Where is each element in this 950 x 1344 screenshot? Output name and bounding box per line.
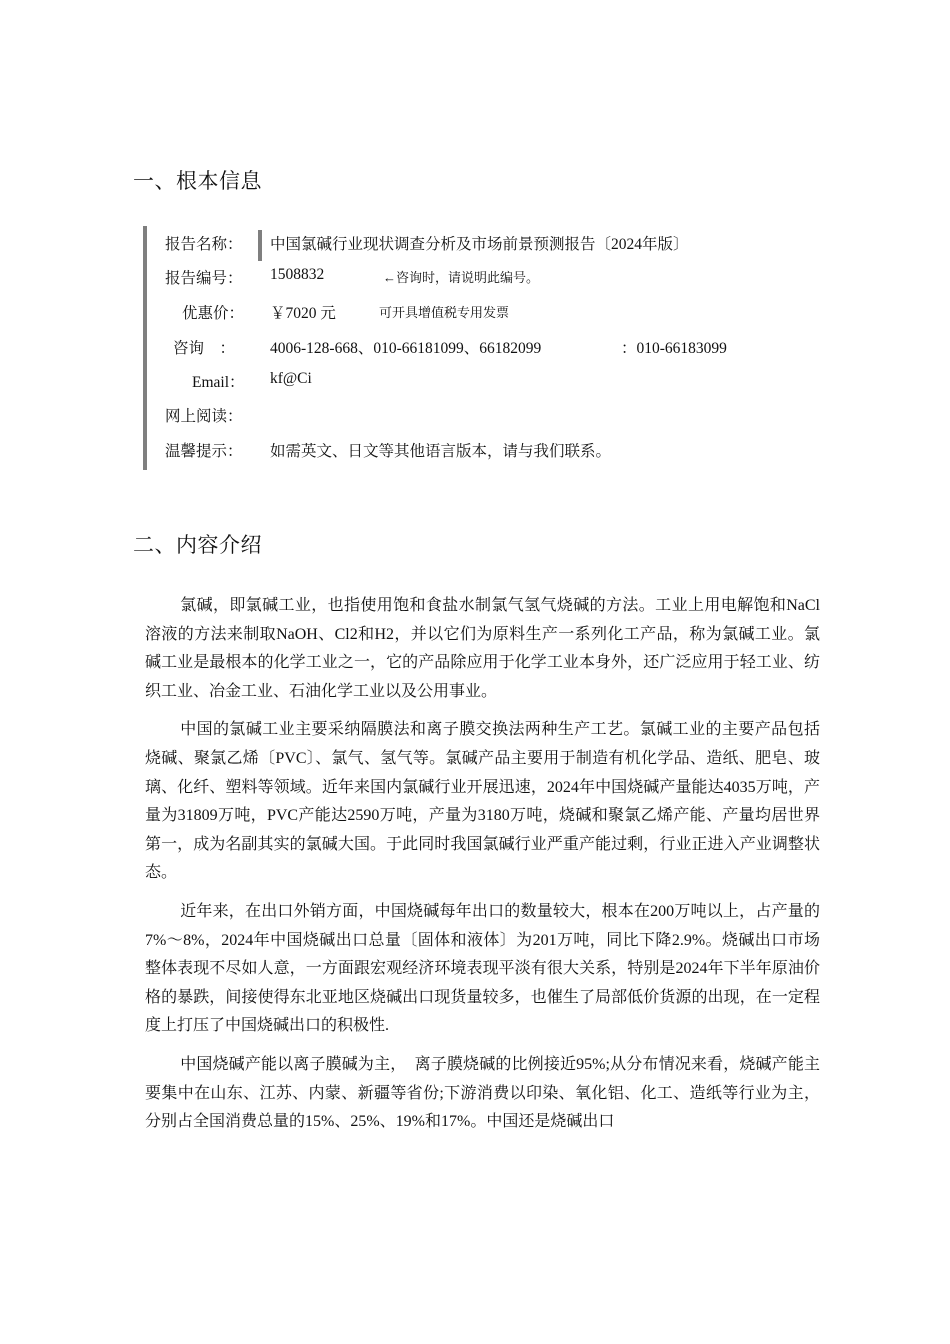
tip-value: 如需英文、日文等其他语言版本，请与我们联系。 <box>270 443 612 460</box>
fax-value: ：010-66183099 <box>621 340 727 357</box>
report-number-label: 报告编号： <box>165 270 243 287</box>
paragraph: 中国烧碱产能以离子膜碱为主， 离子膜烧碱的比例接近95%;从分布情况来看，烧碱产能主要集中在山东、江苏、内蒙、新疆等省份;下游消费以印染、氧化铝、化工、造纸等行业为主，分别占全国消费总量的15%、25%、19%和17%。中国还是烧碱出口 <box>145 1055 820 1131</box>
tip-label: 温馨提示： <box>165 443 243 460</box>
paragraph: 中国的氯碱工业主要采纳隔膜法和离子膜交换法两种生产工艺。氯碱工业的主要产品包括烧碱、聚氯乙烯〔PVC〕、氯气、氢气等。氯碱产品主要用于制造有机化学品、造纸、肥皂、玻璃、化纤、塑料等领域。近年来国内氯碱行业开展迅速，2024年中国烧碱产量能达4035万吨，产量为31809万吨，PVC产能达2590万吨，产量为3180万吨，烧碱和聚氯乙烯产能、产量均居世界第一，成为名副其实的氯碱大国。于此同时我国氯碱行业严重产能过剩，行业正进入产业调整状态。 <box>145 721 820 882</box>
phone-label: 咨询 ： <box>173 340 236 357</box>
report-number-note: ←咨询时，请说明此编号。 <box>383 270 540 285</box>
report-number-value: 1508832 <box>270 266 325 283</box>
section-title-basic-info: 一、根本信息 <box>133 169 262 193</box>
report-name-marker <box>258 230 262 261</box>
phone-value: 4006-128-668、010-66181099、66182099 <box>270 340 542 357</box>
info-left-bar <box>143 226 147 470</box>
section-title-content-intro: 二、内容介绍 <box>133 533 262 557</box>
report-name-label: 报告名称： <box>165 236 243 253</box>
email-label: Email： <box>192 374 245 391</box>
paragraph: 氯碱，即氯碱工业，也指使用饱和食盐水制氯气氢气烧碱的方法。工业上用电解饱和NaCl溶液的方法来制取NaOH、Cl2和H2，并以它们为原料生产一系列化工产品，称为氯碱工业。氯碱工业是最根本的化学工业之一，它的产品除应用于化学工业本身外，还广泛应用于轻工业、纺织工业、冶金工业、石油化学工业以及公用事业。 <box>145 597 820 700</box>
price-label: 优惠价： <box>182 305 245 322</box>
content-body <box>145 592 820 1147</box>
report-name-value: 中国氯碱行业现状调查分析及市场前景预测报告〔2024年版〕 <box>270 236 689 253</box>
paragraph: 近年来，在出口外销方面，中国烧碱每年出口的数量较大，根本在200万吨以上，占产量的7%～8%，2024年中国烧碱出口总量〔固体和液体〕为201万吨，同比下降2.9%。烧碱出口市场整体表现不尽如人意，一方面跟宏观经济环境表现平淡有很大关系，特别是2024年下半年原油价格的暴跌，间接使得东北亚地区烧碱出口现货量较多，也催生了局部低价货源的出现，在一定程度上打压了中国烧碱出口的积极性. <box>145 902 820 1035</box>
email-value[interactable]: kf@Ci <box>270 370 312 387</box>
online-read-label: 网上阅读： <box>165 408 243 425</box>
price-value: ￥7020 元 <box>270 305 336 322</box>
invoice-note: 可开具增值税专用发票 <box>379 305 510 320</box>
basic-info-box <box>143 226 843 470</box>
